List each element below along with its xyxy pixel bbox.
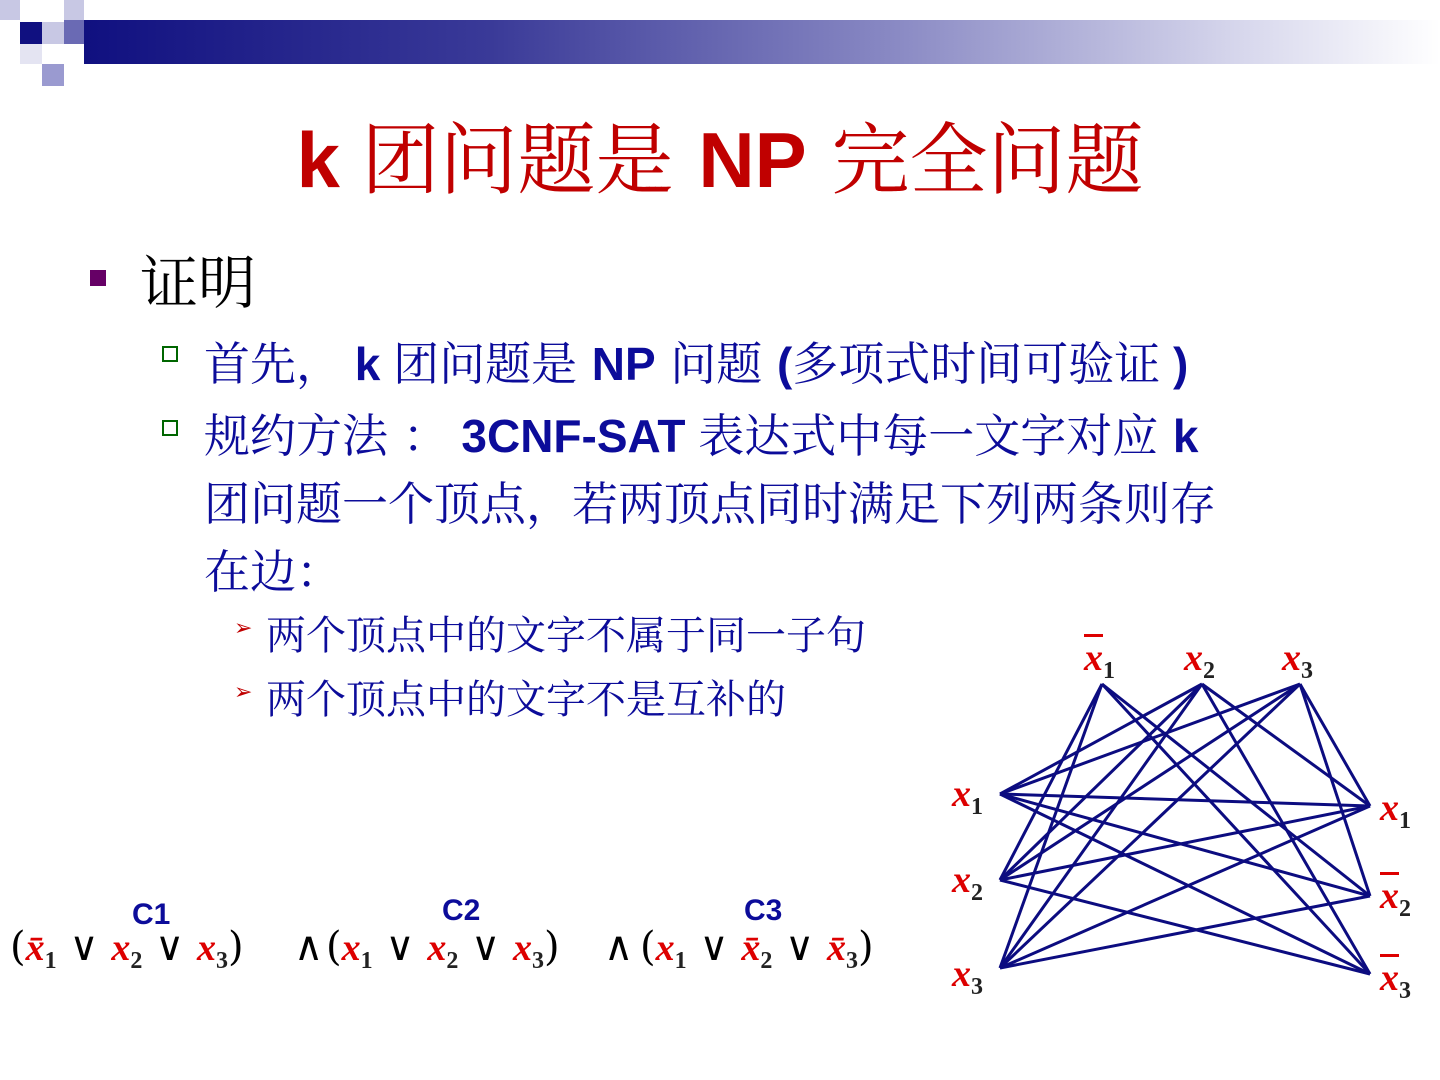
formula-clause-1: ($x̄_1$ ∨ $x_2$ ∨ $x_3$) [10, 924, 244, 974]
vertex-left-3: $x_3$ [952, 953, 983, 1000]
clause-label-c2: C2 [442, 894, 481, 927]
graph-edge [1000, 896, 1370, 968]
title-part1: 团问题是 [361, 116, 699, 206]
graph-edge [1000, 794, 1370, 806]
text-poly-verify: 多项式时间可验证 [792, 337, 1161, 391]
condition-not-complement: 两个顶点中的文字不是互补的 [266, 677, 786, 723]
vertex-right-1: $x_1$ [1380, 787, 1411, 834]
text-first: 首先， [204, 337, 342, 391]
text-np: NP [591, 338, 656, 390]
reduction-line2: 团问题一个顶点，若两顶点同时满足下列两条则存 [204, 477, 1216, 531]
title-part2: 完全问题 [806, 116, 1144, 206]
text-reduction-method: 规约方法 ： [204, 409, 449, 463]
condition-different-clause: 两个顶点中的文字不属于同一子句 [266, 613, 866, 659]
or-symbol: ∨ [69, 924, 99, 970]
vertex-top-1: $\overline{x}_1$ [1084, 637, 1115, 684]
or-symbol: ∨ [471, 924, 501, 970]
vertex-left-2: $x_2$ [952, 859, 983, 906]
graph-edge [1000, 684, 1102, 880]
text-literal-vertex: 表达式中每一文字对应 [698, 409, 1173, 463]
vertex-top-3: $x_3$ [1282, 637, 1313, 684]
or-symbol: ∨ [385, 924, 415, 970]
vertex-left-1: $x_1$ [952, 773, 983, 820]
clause-label-c3: C3 [744, 894, 783, 927]
clause-label-c1: C1 [132, 898, 171, 931]
or-symbol: ∨ [155, 924, 185, 970]
graph-edges [1000, 684, 1370, 974]
text-3cnf-sat: 3CNF-SAT [448, 410, 699, 462]
graph-edge [1202, 684, 1370, 974]
text-clique-problem: 团问题是 [393, 337, 592, 391]
title-prefix: k [296, 116, 362, 204]
arrow-bullet-icon: ➢ [234, 680, 253, 705]
vertex-top-2: $x_2$ [1184, 637, 1215, 684]
text-k: k [342, 338, 394, 390]
reduction-line3: 在边： [204, 545, 342, 599]
text-paren-close: ) [1160, 338, 1189, 390]
and-symbol: ∧ [294, 924, 324, 970]
graph-edge [1000, 794, 1370, 974]
vertex-right-2: $\overline{x}_2$ [1380, 875, 1411, 922]
graph-edge [1000, 880, 1370, 974]
or-symbol: ∨ [699, 924, 729, 970]
graph-edge [1202, 684, 1370, 806]
text-paren-open: ( [776, 338, 793, 390]
or-symbol: ∨ [785, 924, 815, 970]
graph-edge [1000, 684, 1300, 968]
graph-edge [1000, 684, 1102, 968]
text-problem: 问题 [655, 337, 777, 391]
formula-clause-2: ($x_1$ ∨ $x_2$ ∨ $x_3$) [326, 924, 560, 974]
text-k: k [1172, 410, 1199, 462]
vertex-right-3: $\overline{x}_3$ [1380, 957, 1411, 1004]
bullet-proof: 证明 [140, 249, 257, 317]
formula-clause-3: ($x_1$ ∨ $x̄_2$ ∨ $x̄_3$) [640, 924, 874, 974]
title-np: NP [698, 116, 807, 204]
graph-edge [1000, 806, 1370, 968]
and-symbol: ∧ [604, 924, 634, 970]
arrow-bullet-icon: ➢ [234, 616, 253, 641]
